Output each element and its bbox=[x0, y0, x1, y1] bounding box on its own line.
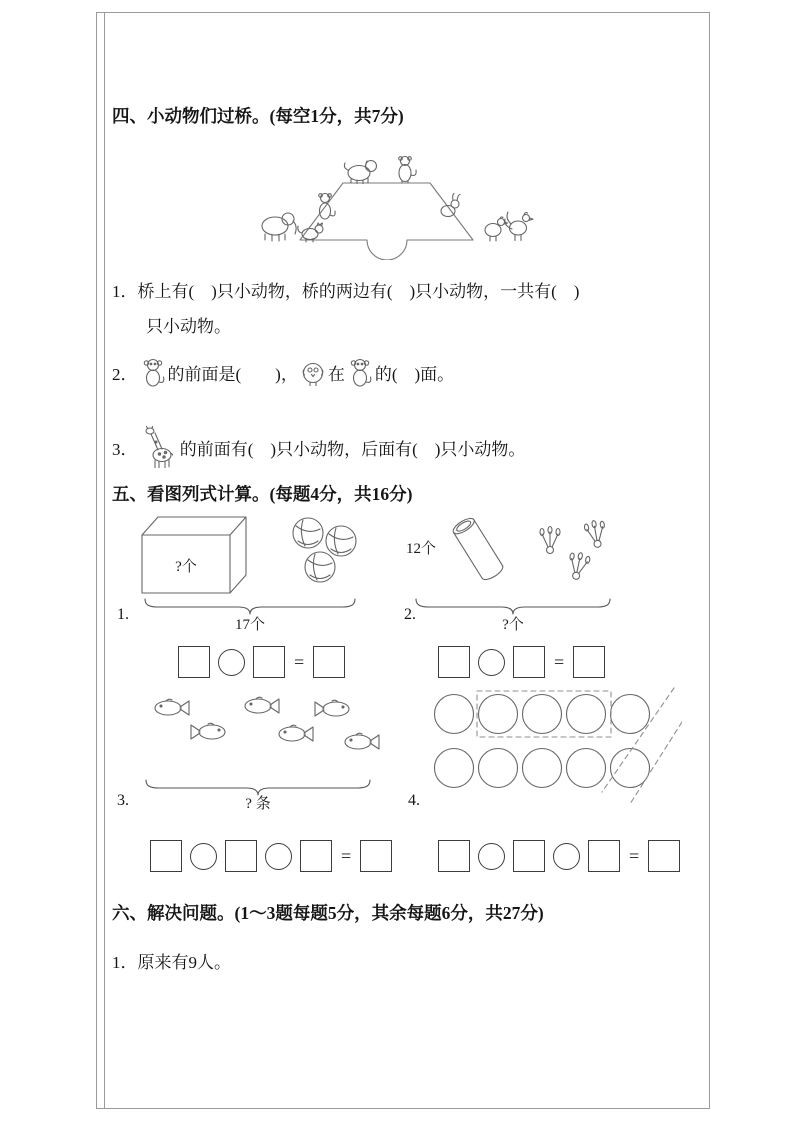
problem-1-number: 1. bbox=[117, 606, 129, 623]
question-4-3-row bbox=[112, 425, 525, 469]
result-box bbox=[648, 840, 680, 872]
shuttlecock-icon bbox=[540, 527, 560, 554]
rabbit-icon bbox=[441, 194, 460, 217]
equals-sign: = bbox=[341, 845, 352, 866]
problem-3-figure bbox=[140, 692, 385, 814]
monkey-icon bbox=[141, 357, 165, 387]
fish-icon bbox=[279, 725, 313, 741]
equation-problem-1 bbox=[178, 646, 345, 678]
operator-circle bbox=[553, 843, 580, 870]
equation-problem-4 bbox=[438, 840, 680, 872]
number-box bbox=[588, 840, 620, 872]
circle-counter-grid bbox=[435, 695, 650, 788]
operator-circle bbox=[478, 843, 505, 870]
bridge-illustration bbox=[255, 145, 545, 260]
brace-total-label: ? 条 bbox=[245, 796, 271, 812]
page-border-left-double-line bbox=[104, 12, 105, 1108]
rooster-icon bbox=[505, 212, 533, 241]
shuttlecock-icon bbox=[566, 551, 591, 582]
bird-icon bbox=[301, 358, 325, 386]
brace bbox=[145, 599, 355, 614]
number-box bbox=[225, 840, 257, 872]
brace bbox=[146, 780, 370, 795]
dashed-group-box bbox=[477, 691, 611, 737]
question-4-3-text: 的前面有( )只小动物，后面有( )只小动物。 bbox=[175, 439, 526, 459]
number-box bbox=[150, 840, 182, 872]
brace-total-label: 17个 bbox=[234, 617, 266, 633]
result-box bbox=[360, 840, 392, 872]
equals-sign: = bbox=[294, 651, 305, 672]
box-icon bbox=[142, 517, 246, 593]
fish-icon bbox=[245, 697, 279, 713]
yarn-ball-icon bbox=[326, 526, 356, 556]
section-6-title: 六、解决问题。(1～3题每题5分，其余每题6分，共27分) bbox=[112, 903, 544, 923]
problem-1-figure bbox=[130, 505, 380, 637]
question-4-2-row bbox=[112, 354, 454, 390]
question-4-1-line2: 只小动物。 bbox=[146, 317, 231, 336]
question-4-3-number: 3． bbox=[112, 439, 138, 459]
number-box bbox=[438, 646, 470, 678]
dashed-cross-line bbox=[602, 688, 674, 792]
problem-2-number: 2. bbox=[404, 606, 416, 623]
brace bbox=[416, 599, 610, 614]
fish-icon bbox=[345, 733, 379, 749]
question-4-2-seg2: 在 bbox=[327, 364, 345, 384]
question-4-1-line1: 1．桥上有( )只小动物，桥的两边有( )只小动物，一共有( ) bbox=[112, 282, 580, 301]
shuttlecock-icon bbox=[584, 519, 608, 549]
number-box bbox=[438, 840, 470, 872]
question-4-2-seg1: 的前面是( )， bbox=[167, 364, 298, 384]
elephant-icon bbox=[262, 213, 296, 241]
problem-2-figure bbox=[398, 505, 616, 637]
fish-icon bbox=[315, 700, 349, 716]
equals-sign: = bbox=[629, 845, 640, 866]
dashed-cross-line bbox=[630, 722, 682, 804]
result-box bbox=[573, 646, 605, 678]
box-count-label: ?个 bbox=[175, 559, 197, 575]
number-box bbox=[513, 646, 545, 678]
problem-4-number: 4. bbox=[408, 792, 420, 809]
yarn-ball-icon bbox=[305, 552, 335, 582]
operator-circle bbox=[265, 843, 292, 870]
equation-problem-3 bbox=[150, 840, 392, 872]
yarn-ball-icon bbox=[293, 518, 323, 548]
tube-icon bbox=[451, 516, 505, 583]
result-box bbox=[313, 646, 345, 678]
section-4-title: 四、小动物们过桥。(每空1分，共7分) bbox=[112, 106, 404, 126]
dog-icon bbox=[344, 161, 376, 184]
number-box bbox=[253, 646, 285, 678]
question-6-1: 1．原来有9人。 bbox=[112, 953, 231, 972]
problem-3-number: 3. bbox=[117, 792, 129, 809]
number-box bbox=[513, 840, 545, 872]
operator-circle bbox=[190, 843, 217, 870]
operator-circle bbox=[478, 649, 505, 676]
brace-total-label: ?个 bbox=[502, 617, 524, 633]
hen-icon bbox=[485, 217, 508, 241]
fish-icon bbox=[155, 699, 189, 715]
problem-4-figure bbox=[432, 686, 682, 818]
fish-icon bbox=[191, 723, 225, 739]
monkey-icon bbox=[348, 357, 372, 387]
number-box bbox=[178, 646, 210, 678]
giraffe-icon bbox=[141, 426, 173, 468]
monkey-icon bbox=[399, 157, 416, 184]
number-box bbox=[300, 840, 332, 872]
question-4-2-number: 2． bbox=[112, 364, 138, 384]
operator-circle bbox=[218, 649, 245, 676]
equation-problem-2 bbox=[438, 646, 605, 678]
section-5-title: 五、看图列式计算。(每题4分，共16分) bbox=[112, 484, 413, 504]
bridge-outline bbox=[300, 183, 473, 260]
equals-sign: = bbox=[554, 651, 565, 672]
question-4-2-seg3: 的( )面。 bbox=[374, 364, 455, 384]
tube-count-label: 12个 bbox=[406, 541, 437, 557]
